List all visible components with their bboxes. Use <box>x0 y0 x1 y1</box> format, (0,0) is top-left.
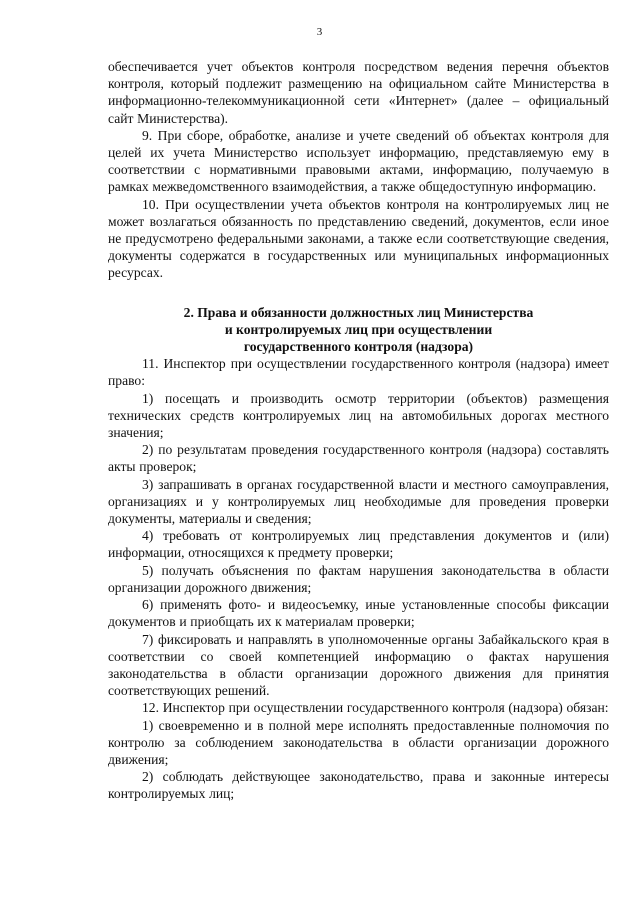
list-item: 1) своевременно и в полной мере исполнять предоставленные полномочия по контролю за соблюдением законодательства в области организации дорожного движения; <box>108 717 609 767</box>
paragraph-continuation: обеспечивается учет объектов контроля посредством ведения перечня объектов контроля, который подлежит размещению на официальном сайте Министерства в информационно-телекоммуникационной сети «Интернет» (далее – официальный сайт Министерства). <box>108 59 609 126</box>
list-item: 7) фиксировать и направлять в уполномоченные органы Забайкальского края в соответствии со своей компетенцией информацию о фактах нарушения законодательства в области организации дорожного движения для принятия соответствующих решений. <box>108 631 609 699</box>
section-heading <box>108 304 609 356</box>
list-item: 1) посещать и производить осмотр территории (объектов) размещения технических средств контролируемых лиц на автомобильных дорогах местного значения; <box>108 390 609 441</box>
list-item: 6) применять фото- и видеосъемку, иные установленные способы фиксации документов и приобщать их к материалам проверки; <box>108 597 609 630</box>
list-item: 5) получать объяснения по фактам нарушения законодательства в области организации дорожного движения; <box>108 562 609 595</box>
list-item: 2) по результатам проведения государственного контроля (надзора) составлять акты проверок; <box>108 442 609 475</box>
paragraph-item-11: 11. Инспектор при осуществлении государственного контроля (надзора) имеет право: <box>108 356 609 389</box>
section-heading-line: и контролируемых лиц при осуществлении <box>224 321 493 337</box>
paragraph-item-12: 12. Инспектор при осуществлении государственного контроля (надзора) обязан: <box>142 700 609 716</box>
list-item: 3) запрашивать в органах государственной власти и местного самоуправления, организациях и у контролируемых лиц необходимые для проведения проверки документы, материалы и сведения; <box>108 476 609 527</box>
page-number: 3 <box>316 26 323 38</box>
section-heading-line: 2. Права и обязанности должностных лиц Министерства <box>183 304 534 320</box>
paragraph-item-9: 9. При сборе, обработке, анализе и учете сведений об объектах контроля для целей их учета Министерство использует информацию, представляемую ему в соответствии с нормативными правовыми актами, информацию, получаемую в рамках межведомственного взаимодействия, а также общедоступную информацию. <box>108 127 609 195</box>
section-heading-line: государственного контроля (надзора) <box>243 339 474 355</box>
paragraph-item-10: 10. При осуществлении учета объектов контроля на контролируемых лиц не может возлагаться обязанность по представлению сведений, документов, если иное не предусмотрено федеральными законами, а также если соответствующие сведения, документы содержатся в государственных или муниципальных информационных ресурсах. <box>108 196 609 281</box>
list-item: 2) соблюдать действующее законодательство, права и законные интересы контролируемых лиц; <box>108 769 609 802</box>
list-item: 4) требовать от контролируемых лиц представления документов и (или) информации, относящихся к предмету проверки; <box>108 528 609 561</box>
document-body <box>108 58 609 803</box>
